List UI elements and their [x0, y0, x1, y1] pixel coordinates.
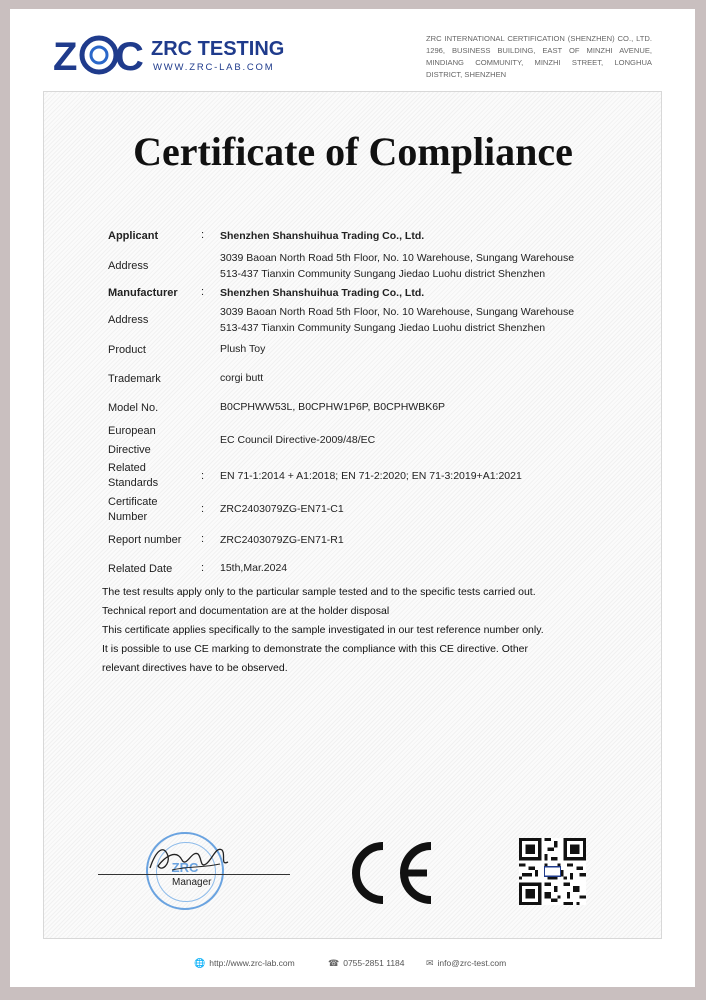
- colon: :: [201, 229, 205, 241]
- svg-text:Z: Z: [53, 35, 78, 78]
- colon: :: [201, 470, 205, 482]
- report-number-label: Report number: [108, 534, 182, 546]
- cert-number-label-line-1: Certificate: [108, 496, 158, 508]
- colon: :: [201, 503, 205, 515]
- applicant-label: Applicant: [108, 230, 159, 242]
- statement-4: It is possible to use CE marking to demonstrate the compliance with this CE directive. Other: [102, 643, 529, 655]
- mail-icon: ✉: [426, 958, 434, 968]
- standards-value: EN 71-1:2014 + A1:2018; EN 71-2:2020; EN 71-3:2019+A1:2021: [220, 470, 522, 482]
- manager-label: Manager: [172, 877, 212, 888]
- report-number-value: ZRC2403079ZG-EN71-R1: [220, 534, 344, 546]
- company-address: ZRC INTERNATIONAL CERTIFICATION (SHENZHEN) CO., LTD. 1296, BUSINESS BUILDING, EAST OF MINZHI AVENUE, MINDIANG COMMUNITY, MINZHI STREET, LONGHUA DISTRICT, SHENZHEN: [426, 34, 652, 79]
- applicant-address-label: Address: [108, 260, 149, 272]
- product-label: Product: [108, 344, 146, 356]
- signature-line: [98, 874, 290, 875]
- model-value: B0CPHWW53L, B0CPHW1P6P, B0CPHWBK6P: [220, 401, 446, 413]
- zrc-logo-mark: [53, 32, 148, 78]
- colon: :: [201, 286, 205, 298]
- manufacturer-address-line-2: 513-437 Tianxin Community Sungang Jiedao Luohu district Shenzhen: [220, 322, 546, 334]
- qr-code-icon: [519, 838, 586, 905]
- certificate-title: Certificate of Compliance: [133, 129, 573, 174]
- footer-website-text: http://www.zrc-lab.com: [209, 958, 295, 968]
- directive-label-line-1: European: [108, 425, 156, 437]
- manufacturer-address-label: Address: [108, 314, 149, 326]
- footer-email-text: info@zrc-test.com: [437, 958, 507, 968]
- cert-number-label-line-2: Number: [108, 511, 148, 523]
- manufacturer-label: Manufacturer: [108, 287, 178, 299]
- date-label: Related Date: [108, 563, 173, 575]
- standards-label-line-1: Related: [108, 462, 146, 474]
- svg-text:C: C: [115, 35, 144, 78]
- date-value: 15th,Mar.2024: [220, 562, 288, 574]
- ce-mark-icon: [343, 840, 435, 906]
- manufacturer-value: Shenzhen Shanshuihua Trading Co., Ltd.: [220, 287, 425, 299]
- applicant-address-line-2: 513-437 Tianxin Community Sungang Jiedao Luohu district Shenzhen: [220, 268, 546, 280]
- footer-phone: [328, 958, 405, 969]
- applicant-value: Shenzhen Shanshuihua Trading Co., Ltd.: [220, 230, 425, 242]
- trademark-value: corgi butt: [220, 372, 264, 384]
- directive-value: EC Council Directive-2009/48/EC: [220, 434, 376, 446]
- statement-2: Technical report and documentation are at the holder disposal: [102, 605, 390, 617]
- brand-name: ZRC TESTING: [151, 38, 285, 60]
- footer-website[interactable]: [194, 958, 295, 969]
- standards-label-line-2: Standards: [108, 477, 159, 489]
- zrc-logo: [53, 32, 285, 82]
- statement-3: This certificate applies specifically to the sample investigated in our test reference number only.: [102, 624, 544, 636]
- handwritten-signature: [142, 838, 232, 878]
- phone-icon: ☎: [328, 958, 340, 968]
- product-value: Plush Toy: [220, 343, 266, 355]
- brand-website: WWW.ZRC-LAB.COM: [153, 62, 275, 73]
- statement-5: relevant directives have to be observed.: [102, 662, 288, 674]
- globe-icon: 🌐: [194, 958, 206, 968]
- footer-phone-text: 0755-2851 1184: [343, 958, 405, 968]
- trademark-label: Trademark: [108, 373, 161, 385]
- directive-label-line-2: Directive: [108, 444, 151, 456]
- footer-email[interactable]: [426, 958, 506, 969]
- manufacturer-address-line-1: 3039 Baoan North Road 5th Floor, No. 10 Warehouse, Sungang Warehouse: [220, 306, 575, 318]
- colon: :: [201, 533, 205, 545]
- statement-1: The test results apply only to the particular sample tested and to the specific tests carried out.: [102, 586, 536, 598]
- stamp-text: ZRC: [171, 860, 199, 875]
- model-label: Model No.: [108, 402, 159, 414]
- colon: :: [201, 562, 205, 574]
- applicant-address-line-1: 3039 Baoan North Road 5th Floor, No. 10 Warehouse, Sungang Warehouse: [220, 252, 575, 264]
- cert-number-value: ZRC2403079ZG-EN71-C1: [220, 503, 344, 515]
